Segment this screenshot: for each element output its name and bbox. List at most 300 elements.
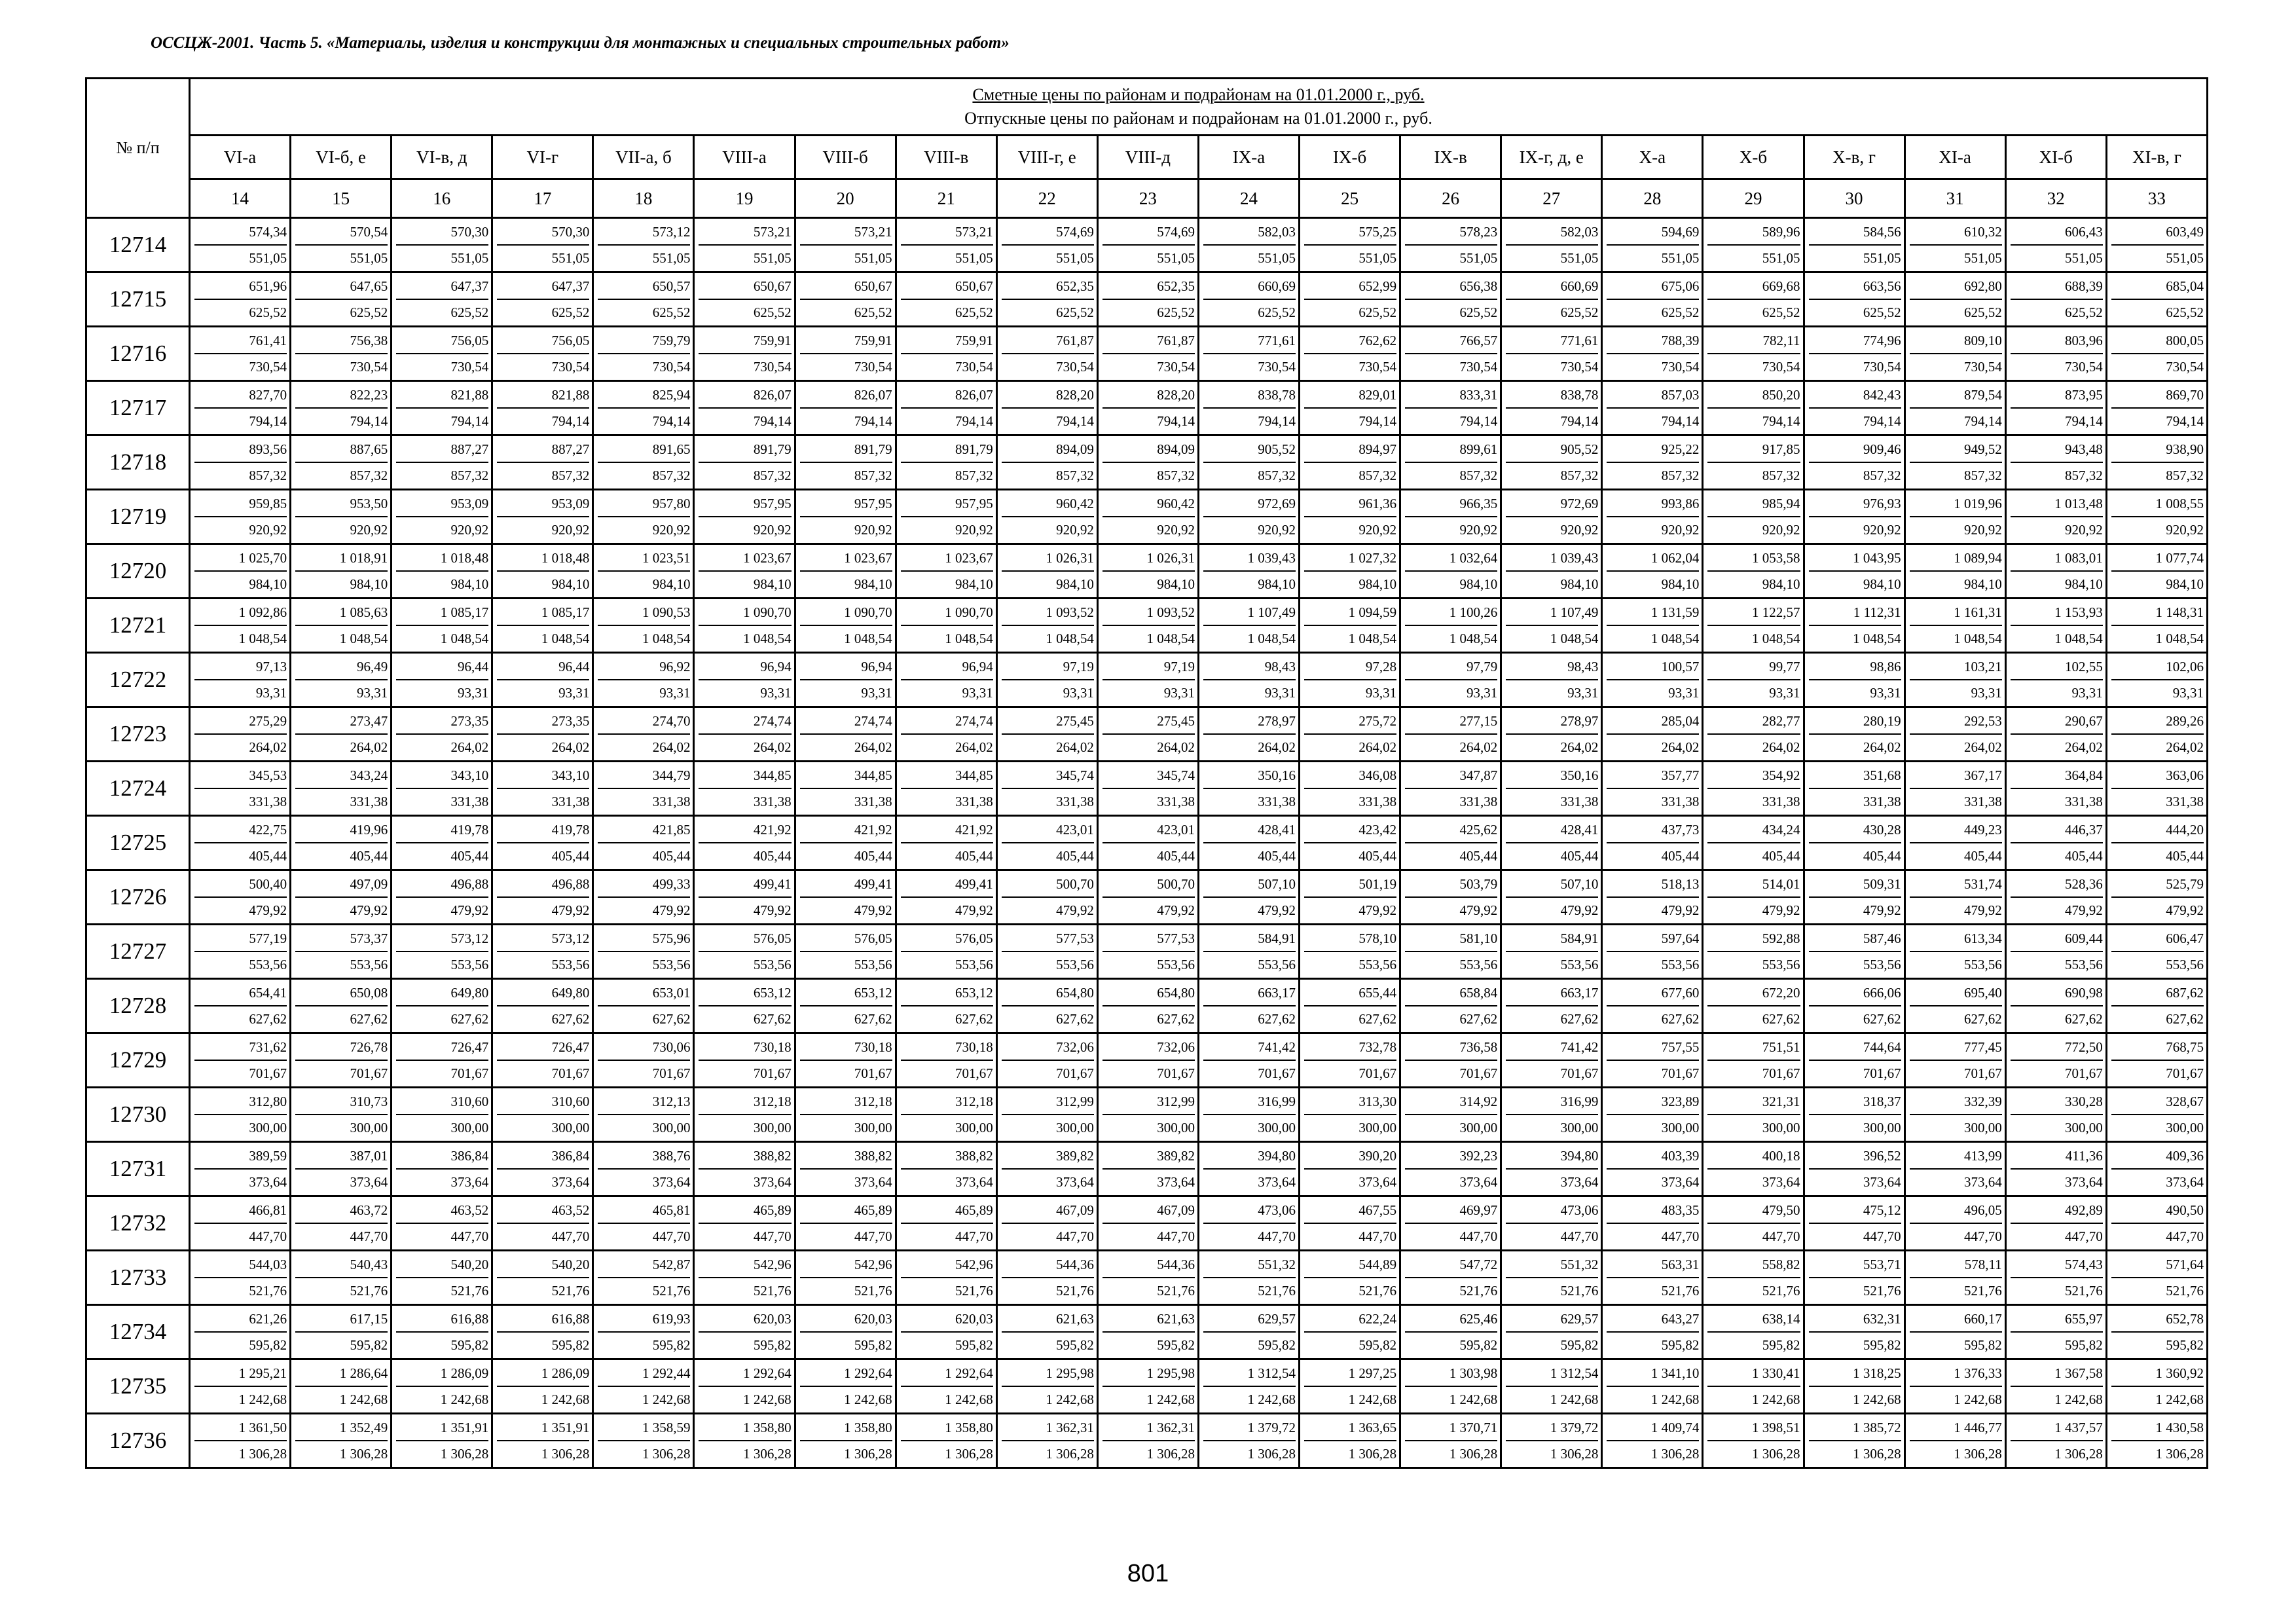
price-cell bbox=[1198, 816, 1299, 870]
release-price: 331,38 bbox=[249, 794, 287, 809]
table-row bbox=[86, 490, 2208, 544]
release-price: 264,02 bbox=[1459, 739, 1498, 755]
release-price: 521,76 bbox=[450, 1283, 489, 1299]
price-cell bbox=[1400, 490, 1501, 544]
release-price: 595,82 bbox=[1258, 1337, 1296, 1353]
price-cell bbox=[896, 490, 996, 544]
estimate-price: 894,09 bbox=[1102, 437, 1195, 463]
price-cell bbox=[1602, 544, 1703, 599]
price-cell bbox=[2005, 1359, 2106, 1414]
estimate-price: 573,12 bbox=[497, 926, 589, 952]
price-cell bbox=[392, 327, 492, 381]
estimate-price: 652,35 bbox=[1002, 274, 1094, 300]
price-cell bbox=[896, 1196, 996, 1251]
release-price: 447,70 bbox=[1863, 1228, 1901, 1244]
release-price: 553,56 bbox=[1157, 957, 1195, 972]
price-cell bbox=[694, 435, 795, 490]
price-cell bbox=[392, 1196, 492, 1251]
release-price: 1 048,54 bbox=[339, 631, 388, 646]
estimate-price: 577,19 bbox=[194, 926, 287, 952]
price-cell bbox=[190, 599, 291, 653]
release-price: 553,56 bbox=[1459, 957, 1498, 972]
estimate-price: 762,62 bbox=[1304, 328, 1396, 354]
price-cell bbox=[1501, 653, 1602, 707]
table-row bbox=[86, 653, 2208, 707]
release-price: 264,02 bbox=[2166, 739, 2204, 755]
release-price: 405,44 bbox=[652, 848, 691, 864]
title-estimate-prices: Сметные цены по районам и подрайонам на 01.01.2000 г., руб. bbox=[972, 85, 1425, 104]
estimate-price: 663,17 bbox=[1506, 980, 1598, 1006]
estimate-price: 463,52 bbox=[396, 1198, 488, 1224]
estimate-price: 514,01 bbox=[1707, 872, 1800, 898]
release-price: 373,64 bbox=[1963, 1174, 2002, 1190]
release-price: 93,31 bbox=[2172, 685, 2204, 701]
estimate-price: 97,19 bbox=[1102, 654, 1195, 680]
price-cell bbox=[190, 762, 291, 816]
region-header: XI-б bbox=[2005, 136, 2106, 179]
price-cell bbox=[795, 1359, 896, 1414]
estimate-price: 499,41 bbox=[699, 872, 791, 898]
price-cell bbox=[1501, 381, 1602, 435]
table-row bbox=[86, 1196, 2208, 1251]
release-price: 920,92 bbox=[854, 522, 892, 538]
estimate-price: 103,21 bbox=[1910, 654, 2002, 680]
estimate-price: 1 295,21 bbox=[194, 1361, 287, 1387]
price-cell bbox=[896, 544, 996, 599]
release-price: 701,67 bbox=[1560, 1065, 1599, 1081]
price-cell bbox=[593, 381, 694, 435]
release-price: 93,31 bbox=[458, 685, 489, 701]
price-cell bbox=[1198, 1414, 1299, 1468]
price-cell bbox=[392, 599, 492, 653]
price-cell bbox=[1400, 1359, 1501, 1414]
price-cell bbox=[291, 925, 392, 979]
release-price: 479,92 bbox=[1358, 902, 1397, 918]
estimate-price: 960,42 bbox=[1002, 491, 1094, 517]
estimate-price: 1 446,77 bbox=[1910, 1415, 2002, 1441]
release-price: 595,82 bbox=[1358, 1337, 1397, 1353]
release-price: 730,54 bbox=[955, 359, 993, 375]
estimate-price: 620,03 bbox=[901, 1306, 993, 1333]
estimate-price: 653,12 bbox=[699, 980, 791, 1006]
price-cell bbox=[2106, 272, 2207, 327]
release-price: 479,92 bbox=[1157, 902, 1195, 918]
estimate-price: 726,47 bbox=[497, 1035, 589, 1061]
price-cell bbox=[795, 1196, 896, 1251]
price-cell bbox=[291, 1033, 392, 1088]
estimate-price: 1 093,52 bbox=[1002, 600, 1094, 626]
release-price: 1 306,28 bbox=[1853, 1446, 1901, 1462]
estimate-price: 800,05 bbox=[2111, 328, 2204, 354]
release-price: 595,82 bbox=[1863, 1337, 1901, 1353]
price-cell bbox=[1904, 1414, 2005, 1468]
estimate-price: 617,15 bbox=[295, 1306, 388, 1333]
release-price: 479,92 bbox=[350, 902, 388, 918]
release-price: 1 306,28 bbox=[1046, 1446, 1094, 1462]
estimate-price: 386,84 bbox=[396, 1143, 488, 1170]
price-cell bbox=[1400, 327, 1501, 381]
price-cell bbox=[2106, 1033, 2207, 1088]
estimate-price: 1 361,50 bbox=[194, 1415, 287, 1441]
estimate-price: 274,74 bbox=[800, 709, 892, 735]
price-cell bbox=[2106, 1088, 2207, 1142]
price-cell bbox=[291, 435, 392, 490]
price-cell bbox=[1602, 272, 1703, 327]
estimate-price: 350,16 bbox=[1203, 763, 1296, 789]
price-cell bbox=[593, 599, 694, 653]
estimate-price: 650,67 bbox=[699, 274, 791, 300]
price-cell bbox=[291, 490, 392, 544]
price-cell bbox=[1703, 979, 1804, 1033]
estimate-price: 647,65 bbox=[295, 274, 388, 300]
price-cell bbox=[1904, 272, 2005, 327]
release-price: 405,44 bbox=[1762, 848, 1800, 864]
price-cell bbox=[291, 979, 392, 1033]
price-cell bbox=[1097, 218, 1198, 272]
price-cell bbox=[1300, 816, 1400, 870]
release-price: 373,64 bbox=[753, 1174, 792, 1190]
estimate-price: 97,79 bbox=[1405, 654, 1497, 680]
estimate-price: 629,57 bbox=[1506, 1306, 1598, 1333]
release-price: 1 306,28 bbox=[1247, 1446, 1296, 1462]
estimate-price: 685,04 bbox=[2111, 274, 2204, 300]
release-price: 264,02 bbox=[1157, 739, 1195, 755]
estimate-price: 403,39 bbox=[1607, 1143, 1699, 1170]
release-price: 627,62 bbox=[955, 1011, 993, 1027]
release-price: 479,92 bbox=[1863, 902, 1901, 918]
release-price: 553,56 bbox=[1762, 957, 1800, 972]
estimate-price: 574,43 bbox=[2011, 1252, 2103, 1278]
price-cell bbox=[1400, 762, 1501, 816]
release-price: 730,54 bbox=[2166, 359, 2204, 375]
price-cell bbox=[795, 490, 896, 544]
estimate-price: 592,88 bbox=[1707, 926, 1800, 952]
estimate-price: 350,16 bbox=[1506, 763, 1598, 789]
price-cell bbox=[1602, 762, 1703, 816]
estimate-price: 692,80 bbox=[1910, 274, 2002, 300]
release-price: 857,32 bbox=[2166, 468, 2204, 483]
price-cell bbox=[1904, 1196, 2005, 1251]
estimate-price: 821,88 bbox=[497, 382, 589, 409]
estimate-price: 1 122,57 bbox=[1707, 600, 1800, 626]
item-code: 12733 bbox=[86, 1251, 190, 1305]
estimate-price: 1 161,31 bbox=[1910, 600, 2002, 626]
price-cell bbox=[795, 544, 896, 599]
estimate-price: 857,03 bbox=[1607, 382, 1699, 409]
price-cell bbox=[2005, 762, 2106, 816]
release-price: 553,56 bbox=[450, 957, 489, 972]
release-price: 920,92 bbox=[450, 522, 489, 538]
price-cell bbox=[1300, 707, 1400, 762]
estimate-price: 622,24 bbox=[1304, 1306, 1396, 1333]
release-price: 521,76 bbox=[350, 1283, 388, 1299]
price-cell bbox=[190, 1414, 291, 1468]
release-price: 857,32 bbox=[1258, 468, 1296, 483]
price-cell bbox=[694, 1196, 795, 1251]
price-cell bbox=[1501, 544, 1602, 599]
release-price: 264,02 bbox=[1762, 739, 1800, 755]
price-cell bbox=[795, 653, 896, 707]
estimate-price: 961,36 bbox=[1304, 491, 1396, 517]
price-cell bbox=[1703, 816, 1804, 870]
release-price: 794,14 bbox=[1056, 413, 1094, 429]
estimate-price: 343,24 bbox=[295, 763, 388, 789]
price-cell bbox=[996, 979, 1097, 1033]
price-cell bbox=[1804, 1033, 1904, 1088]
estimate-price: 500,70 bbox=[1002, 872, 1094, 898]
price-cell bbox=[1400, 544, 1501, 599]
estimate-price: 917,85 bbox=[1707, 437, 1800, 463]
estimate-price: 782,11 bbox=[1707, 328, 1800, 354]
estimate-price: 425,62 bbox=[1405, 817, 1497, 843]
estimate-price: 577,53 bbox=[1102, 926, 1195, 952]
estimate-price: 771,61 bbox=[1203, 328, 1296, 354]
estimate-price: 677,60 bbox=[1607, 980, 1699, 1006]
estimate-price: 388,76 bbox=[598, 1143, 690, 1170]
release-price: 625,52 bbox=[350, 304, 388, 320]
release-price: 627,62 bbox=[551, 1011, 590, 1027]
estimate-price: 1 090,70 bbox=[800, 600, 892, 626]
estimate-price: 771,61 bbox=[1506, 328, 1598, 354]
release-price: 1 048,54 bbox=[238, 631, 287, 646]
release-price: 794,14 bbox=[1661, 413, 1700, 429]
estimate-price: 483,35 bbox=[1607, 1198, 1699, 1224]
price-cell bbox=[593, 653, 694, 707]
estimate-price: 655,44 bbox=[1304, 980, 1396, 1006]
estimate-price: 654,80 bbox=[1102, 980, 1195, 1006]
estimate-price: 741,42 bbox=[1506, 1035, 1598, 1061]
release-price: 701,67 bbox=[1459, 1065, 1498, 1081]
price-cell bbox=[1400, 435, 1501, 490]
price-cell bbox=[996, 707, 1097, 762]
price-cell bbox=[2106, 327, 2207, 381]
price-cell bbox=[996, 327, 1097, 381]
price-cell bbox=[694, 1414, 795, 1468]
price-cell bbox=[2005, 544, 2106, 599]
price-cell bbox=[1501, 707, 1602, 762]
price-cell bbox=[190, 1033, 291, 1088]
price-cell bbox=[2106, 490, 2207, 544]
estimate-price: 632,31 bbox=[1809, 1306, 1901, 1333]
release-price: 479,92 bbox=[1459, 902, 1498, 918]
release-price: 857,32 bbox=[350, 468, 388, 483]
release-price: 479,92 bbox=[1056, 902, 1094, 918]
release-price: 730,54 bbox=[854, 359, 892, 375]
release-price: 920,92 bbox=[1762, 522, 1800, 538]
estimate-price: 957,95 bbox=[800, 491, 892, 517]
estimate-price: 625,46 bbox=[1405, 1306, 1497, 1333]
release-price: 521,76 bbox=[249, 1283, 287, 1299]
price-cell bbox=[2106, 1251, 2207, 1305]
release-price: 625,52 bbox=[1258, 304, 1296, 320]
release-price: 264,02 bbox=[350, 739, 388, 755]
price-cell bbox=[1804, 653, 1904, 707]
estimate-price: 741,42 bbox=[1203, 1035, 1296, 1061]
price-cell bbox=[2106, 435, 2207, 490]
price-cell bbox=[694, 870, 795, 925]
estimate-price: 428,41 bbox=[1506, 817, 1598, 843]
estimate-price: 1 131,59 bbox=[1607, 600, 1699, 626]
column-number-row bbox=[86, 179, 2208, 218]
price-cell bbox=[593, 218, 694, 272]
estimate-price: 894,97 bbox=[1304, 437, 1396, 463]
estimate-price: 98,86 bbox=[1809, 654, 1901, 680]
item-code: 12718 bbox=[86, 435, 190, 490]
estimate-price: 829,01 bbox=[1304, 382, 1396, 409]
price-cell bbox=[2106, 1305, 2207, 1359]
price-cell bbox=[1602, 1305, 1703, 1359]
price-cell bbox=[2106, 1196, 2207, 1251]
release-price: 551,05 bbox=[1963, 250, 2002, 266]
release-price: 920,92 bbox=[2166, 522, 2204, 538]
estimate-price: 759,91 bbox=[699, 328, 791, 354]
release-price: 331,38 bbox=[854, 794, 892, 809]
estimate-price: 343,10 bbox=[396, 763, 488, 789]
item-code: 12735 bbox=[86, 1359, 190, 1414]
estimate-price: 345,53 bbox=[194, 763, 287, 789]
table-row bbox=[86, 544, 2208, 599]
release-price: 627,62 bbox=[1358, 1011, 1397, 1027]
release-price: 625,52 bbox=[1358, 304, 1397, 320]
release-price: 701,67 bbox=[249, 1065, 287, 1081]
release-price: 701,67 bbox=[350, 1065, 388, 1081]
item-code: 12714 bbox=[86, 218, 190, 272]
price-cell bbox=[492, 599, 593, 653]
estimate-price: 274,70 bbox=[598, 709, 690, 735]
release-price: 373,64 bbox=[1157, 1174, 1195, 1190]
estimate-price: 1 297,25 bbox=[1304, 1361, 1396, 1387]
release-price: 331,38 bbox=[652, 794, 691, 809]
region-header: VIII-б bbox=[795, 136, 896, 179]
price-cell bbox=[2005, 435, 2106, 490]
release-price: 1 242,68 bbox=[1650, 1392, 1700, 1407]
price-cell bbox=[1804, 1414, 1904, 1468]
estimate-price: 354,92 bbox=[1707, 763, 1800, 789]
price-cell bbox=[1097, 762, 1198, 816]
price-cell bbox=[392, 816, 492, 870]
release-price: 551,05 bbox=[1056, 250, 1094, 266]
price-cell bbox=[1904, 1088, 2005, 1142]
price-cell bbox=[1703, 1305, 1804, 1359]
release-price: 373,64 bbox=[1358, 1174, 1397, 1190]
estimate-price: 428,41 bbox=[1203, 817, 1296, 843]
estimate-price: 582,03 bbox=[1506, 219, 1598, 246]
price-cell bbox=[2005, 272, 2106, 327]
estimate-price: 726,47 bbox=[396, 1035, 488, 1061]
price-cell bbox=[896, 381, 996, 435]
release-price: 1 306,28 bbox=[1146, 1446, 1195, 1462]
column-number: 16 bbox=[392, 179, 492, 218]
price-cell bbox=[190, 544, 291, 599]
estimate-price: 669,68 bbox=[1707, 274, 1800, 300]
estimate-price: 1 153,93 bbox=[2011, 600, 2103, 626]
estimate-price: 1 023,67 bbox=[901, 545, 993, 572]
price-cell bbox=[1097, 1305, 1198, 1359]
document-header: ОССЦЖ-2001. Часть 5. «Материалы, изделия и конструкции для монтажных и специальных строительных работ» bbox=[151, 34, 1010, 52]
estimate-price: 730,06 bbox=[598, 1035, 690, 1061]
estimate-price: 437,73 bbox=[1607, 817, 1699, 843]
price-cell bbox=[896, 218, 996, 272]
region-header: VIII-д bbox=[1097, 136, 1198, 179]
price-cell bbox=[2005, 1305, 2106, 1359]
release-price: 920,92 bbox=[350, 522, 388, 538]
price-cell bbox=[2005, 327, 2106, 381]
price-cell bbox=[1904, 925, 2005, 979]
estimate-price: 499,33 bbox=[598, 872, 690, 898]
release-price: 1 242,68 bbox=[1146, 1392, 1195, 1407]
column-number: 21 bbox=[896, 179, 996, 218]
release-price: 625,52 bbox=[551, 304, 590, 320]
estimate-price: 473,06 bbox=[1506, 1198, 1598, 1224]
estimate-price: 1 358,80 bbox=[699, 1415, 791, 1441]
column-number: 28 bbox=[1602, 179, 1703, 218]
estimate-price: 1 360,92 bbox=[2111, 1361, 2204, 1387]
release-price: 405,44 bbox=[1661, 848, 1700, 864]
release-price: 551,05 bbox=[1863, 250, 1901, 266]
release-price: 920,92 bbox=[1358, 522, 1397, 538]
release-price: 373,64 bbox=[2166, 1174, 2204, 1190]
release-price: 794,14 bbox=[1459, 413, 1498, 429]
price-cell bbox=[291, 870, 392, 925]
price-cell bbox=[795, 381, 896, 435]
price-cell bbox=[1300, 327, 1400, 381]
region-header: VI-а bbox=[190, 136, 291, 179]
estimate-price: 509,31 bbox=[1809, 872, 1901, 898]
estimate-price: 925,22 bbox=[1607, 437, 1699, 463]
price-cell bbox=[392, 653, 492, 707]
estimate-price: 273,35 bbox=[497, 709, 589, 735]
estimate-price: 655,97 bbox=[2011, 1306, 2103, 1333]
estimate-price: 573,21 bbox=[901, 219, 993, 246]
release-price: 447,70 bbox=[652, 1228, 691, 1244]
price-cell bbox=[593, 762, 694, 816]
release-price: 264,02 bbox=[2065, 739, 2103, 755]
table-row bbox=[86, 381, 2208, 435]
release-price: 264,02 bbox=[1661, 739, 1700, 755]
price-cell bbox=[392, 1359, 492, 1414]
estimate-price: 1 018,48 bbox=[396, 545, 488, 572]
price-cell bbox=[1602, 1088, 1703, 1142]
release-price: 625,52 bbox=[1459, 304, 1498, 320]
item-code: 12730 bbox=[86, 1088, 190, 1142]
release-price: 447,70 bbox=[1560, 1228, 1599, 1244]
release-price: 1 306,28 bbox=[1752, 1446, 1800, 1462]
release-price: 794,14 bbox=[854, 413, 892, 429]
estimate-price: 828,20 bbox=[1102, 382, 1195, 409]
price-cell bbox=[1097, 979, 1198, 1033]
release-price: 625,52 bbox=[1963, 304, 2002, 320]
estimate-price: 621,26 bbox=[194, 1306, 287, 1333]
estimate-price: 959,85 bbox=[194, 491, 287, 517]
price-cell bbox=[1400, 272, 1501, 327]
estimate-price: 1 027,32 bbox=[1304, 545, 1396, 572]
estimate-price: 312,18 bbox=[800, 1089, 892, 1115]
price-cell bbox=[1198, 653, 1299, 707]
price-cell bbox=[896, 1305, 996, 1359]
release-price: 984,10 bbox=[1258, 576, 1296, 592]
price-cell bbox=[1804, 327, 1904, 381]
release-price: 551,05 bbox=[450, 250, 489, 266]
price-cell bbox=[1400, 1196, 1501, 1251]
price-cell bbox=[392, 1251, 492, 1305]
estimate-price: 653,01 bbox=[598, 980, 690, 1006]
price-cell bbox=[795, 762, 896, 816]
table-row bbox=[86, 1305, 2208, 1359]
release-price: 627,62 bbox=[1661, 1011, 1700, 1027]
item-code: 12719 bbox=[86, 490, 190, 544]
price-cell bbox=[190, 1088, 291, 1142]
release-price: 857,32 bbox=[955, 468, 993, 483]
